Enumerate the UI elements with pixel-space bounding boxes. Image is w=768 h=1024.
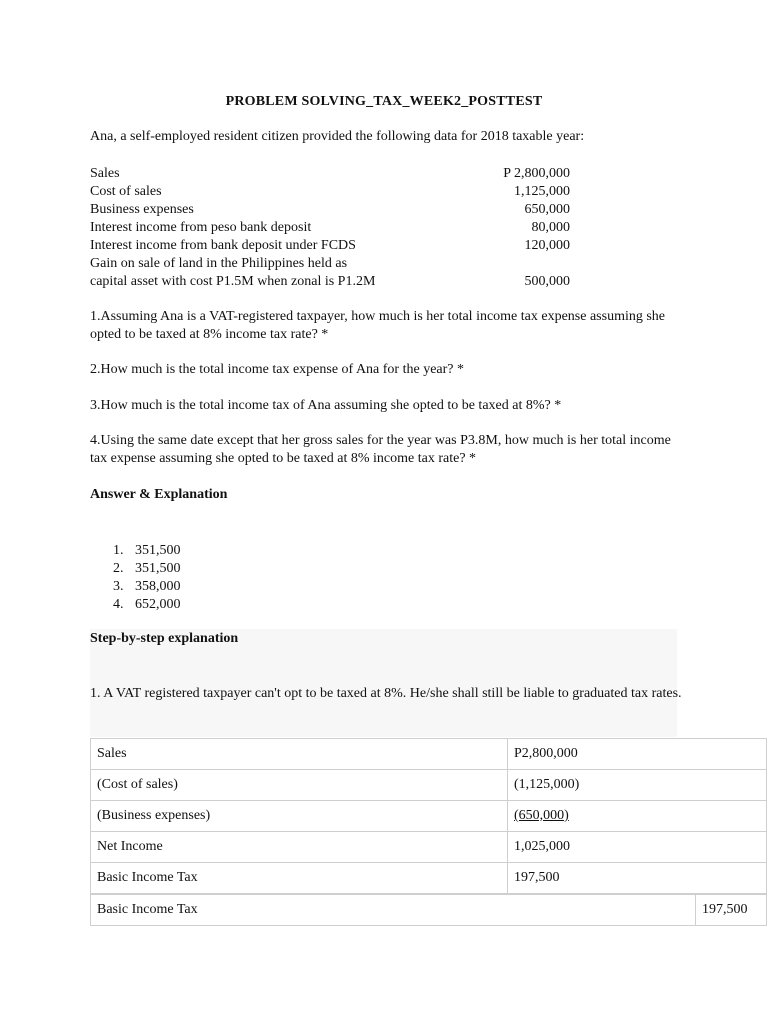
table-cell: Basic Income Tax <box>91 895 696 926</box>
table-cell: 1,025,000 <box>508 832 767 863</box>
data-label: capital asset with cost P1.5M when zonal is P1.2M <box>90 274 376 289</box>
table-row <box>91 739 767 770</box>
table-cell: 197,500 <box>696 895 767 926</box>
data-label: Business expenses <box>90 202 194 217</box>
list-item <box>113 578 181 596</box>
list-item <box>113 560 181 578</box>
data-row <box>90 273 570 291</box>
data-value: 120,000 <box>524 238 570 253</box>
data-value: 500,000 <box>524 274 570 289</box>
table-cell: Basic Income Tax <box>91 863 508 894</box>
table-row <box>91 863 767 894</box>
list-item <box>113 542 181 560</box>
table-cell <box>508 801 767 832</box>
page-title: PROBLEM SOLVING_TAX_WEEK2_POSTTEST <box>225 94 543 109</box>
data-row <box>90 165 570 183</box>
intro-text: Ana, a self-employed resident citizen provided the following data for 2018 taxable year: <box>90 129 585 144</box>
list-item <box>113 596 181 614</box>
answer-value: 358,000 <box>135 579 181 594</box>
data-row <box>90 201 570 219</box>
answer-value: 351,500 <box>135 561 181 576</box>
answer-list <box>113 542 181 614</box>
data-row <box>90 183 570 201</box>
table-cell: (Business expenses) <box>91 801 508 832</box>
question-1: 1.Assuming Ana is a VAT-registered taxpayer, how much is her total income tax expense assuming she opted to be taxed at 8% income tax rate? * <box>90 309 666 342</box>
table-row <box>91 895 767 926</box>
question-2: 2.How much is the total income tax expense of Ana for the year? * <box>90 362 464 377</box>
step-heading: Step-by-step explanation <box>90 631 239 646</box>
answer-value: 351,500 <box>135 543 181 558</box>
table-cell: Sales <box>91 739 508 770</box>
data-row <box>90 219 570 237</box>
data-value: P 2,800,000 <box>503 166 570 181</box>
data-label: Cost of sales <box>90 184 162 199</box>
table-cell: Net Income <box>91 832 508 863</box>
table-cell: P2,800,000 <box>508 739 767 770</box>
answer-number: 4. <box>113 597 124 612</box>
data-value: 1,125,000 <box>514 184 570 199</box>
answer-number: 3. <box>113 579 124 594</box>
basic-income-tax-table <box>90 894 767 926</box>
question-3: 3.How much is the total income tax of Ana assuming she opted to be taxed at 8%? * <box>90 398 562 413</box>
data-label: Interest income from bank deposit under FCDS <box>90 238 356 253</box>
data-row <box>90 237 570 255</box>
answer-number: 2. <box>113 561 124 576</box>
data-value: 80,000 <box>531 220 570 235</box>
computation-table <box>90 738 767 894</box>
table-row <box>91 801 767 832</box>
data-value: 650,000 <box>524 202 570 217</box>
table-cell: (Cost of sales) <box>91 770 508 801</box>
data-label: Sales <box>90 166 120 181</box>
underlined-value: (650,000) <box>514 808 569 823</box>
data-label: Gain on sale of land in the Philippines held as <box>90 256 348 271</box>
answer-number: 1. <box>113 543 124 558</box>
data-row <box>90 255 570 273</box>
data-label: Interest income from peso bank deposit <box>90 220 312 235</box>
table-cell: (1,125,000) <box>508 770 767 801</box>
answer-value: 652,000 <box>135 597 181 612</box>
table-cell: 197,500 <box>508 863 767 894</box>
table-row <box>91 770 767 801</box>
answer-heading: Answer & Explanation <box>90 487 228 502</box>
table-row <box>91 832 767 863</box>
step-text: 1. A VAT registered taxpayer can't opt to be taxed at 8%. He/she shall still be liable to graduated tax rates. <box>90 686 682 701</box>
question-4: 4.Using the same date except that her gross sales for the year was P3.8M, how much is her total income tax expense assuming she opted to be taxed at 8% income tax rate? * <box>90 433 671 466</box>
data-list <box>90 165 570 291</box>
